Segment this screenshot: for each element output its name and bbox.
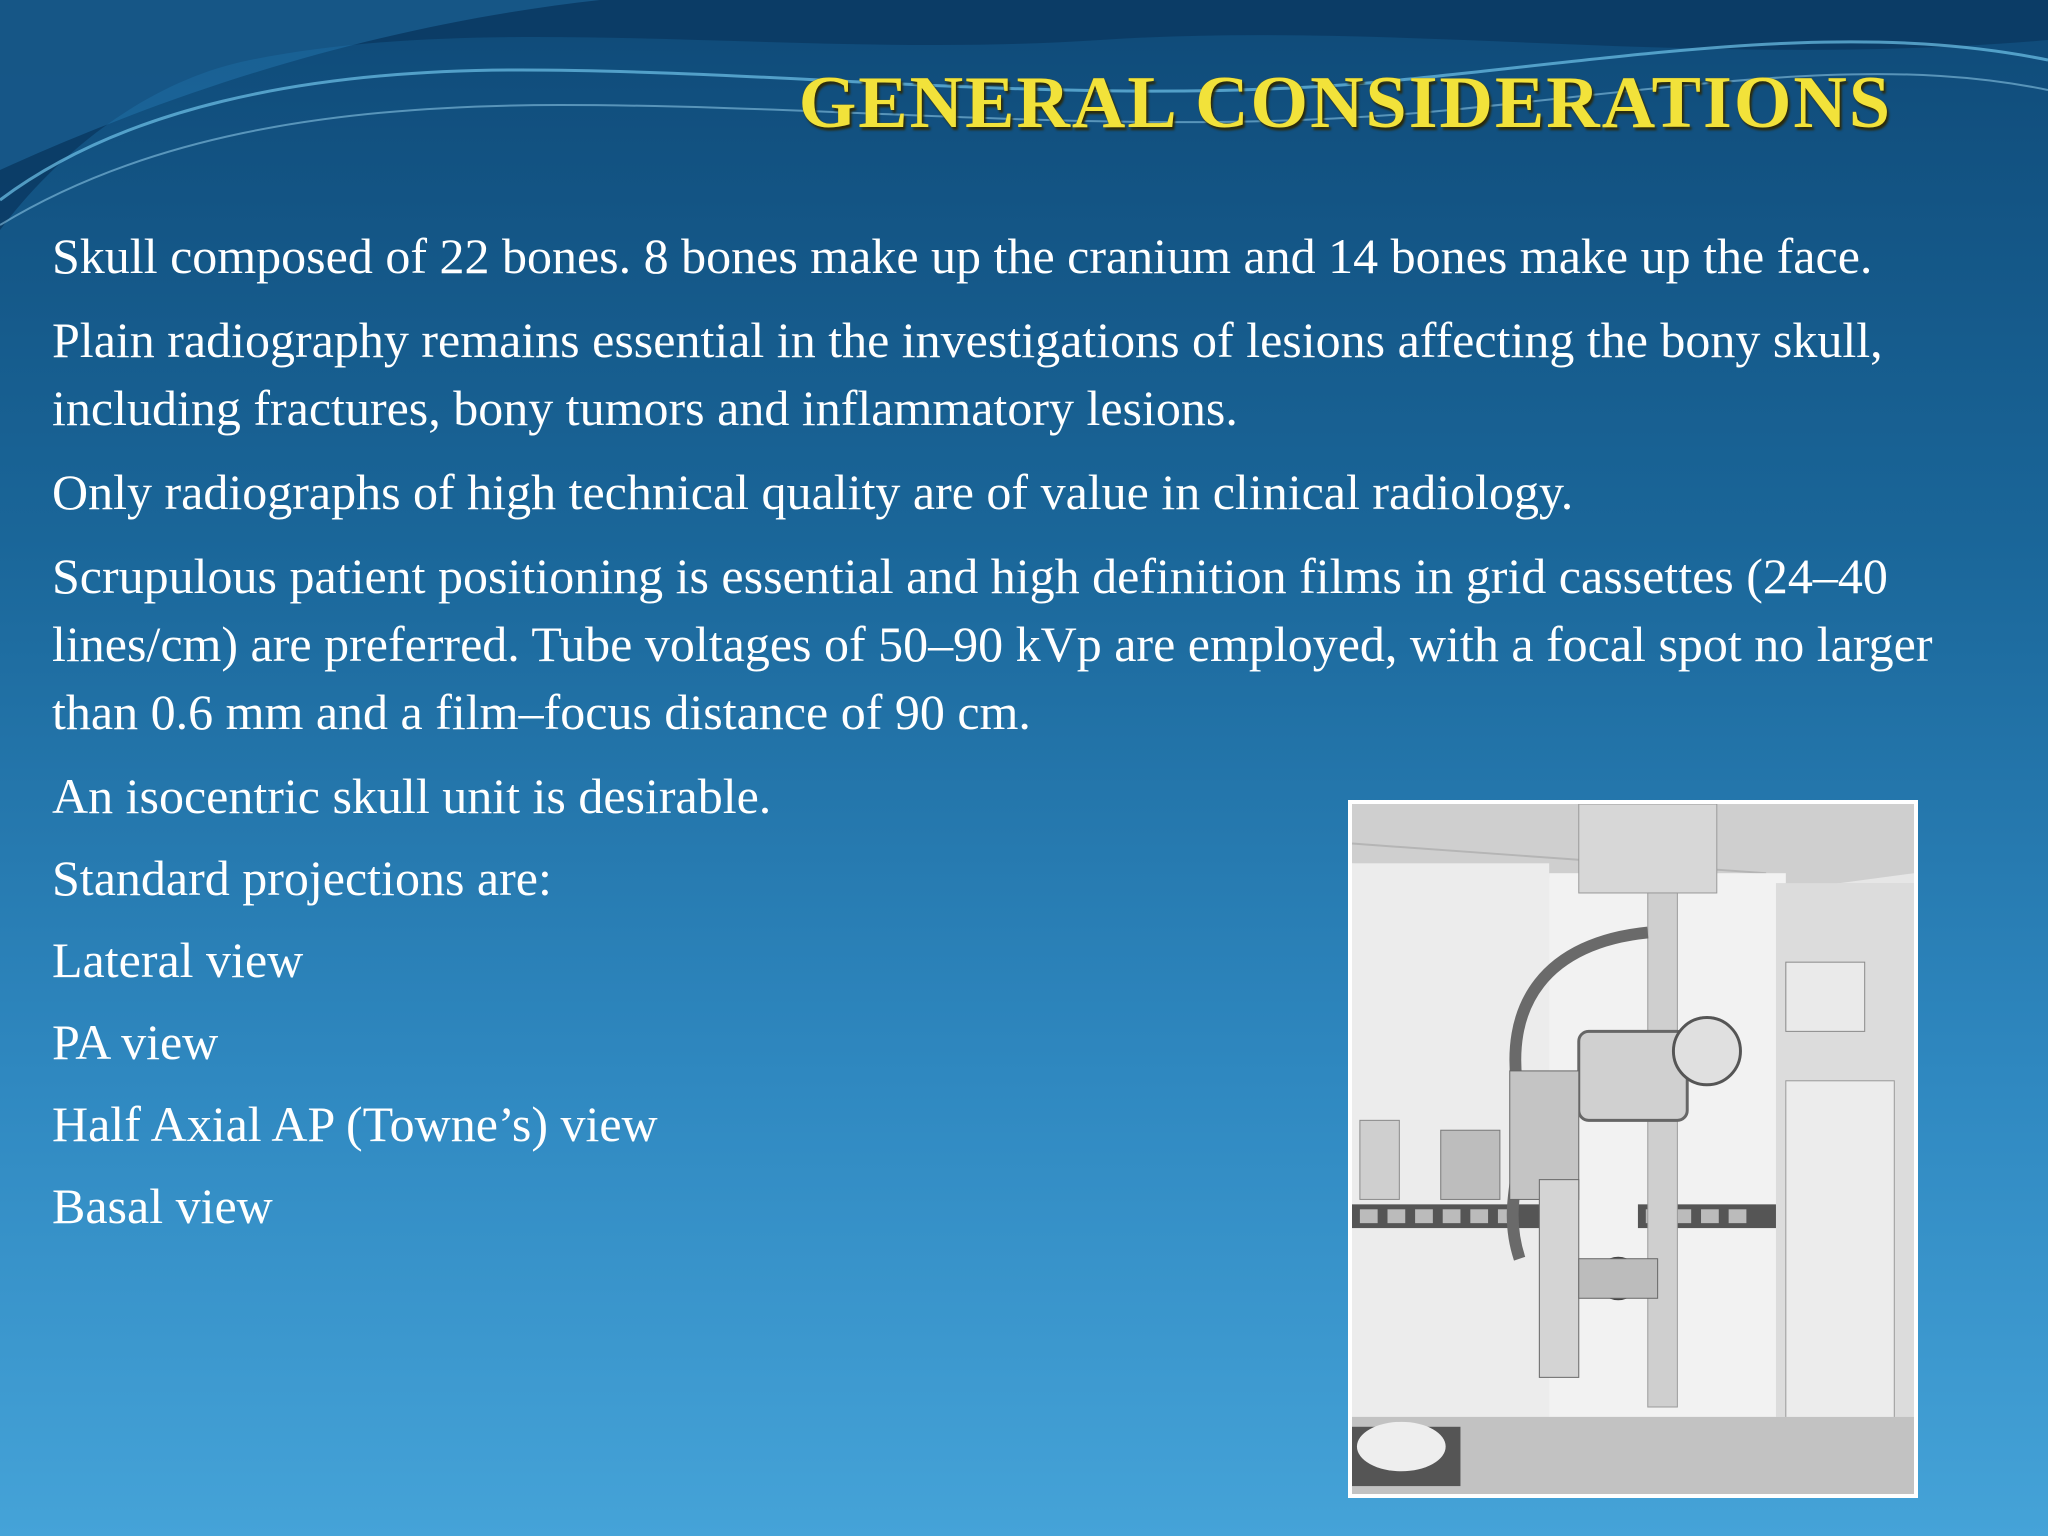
paragraph-positioning: Scrupulous patient positioning is essential and high definition films in grid cassettes (24–40 lines/cm) are preferred. Tube voltages of 50–90 kVp are employed, with a focal spot no larger than 0.6 mm and a film–focus distance of 90 cm. <box>52 548 1933 740</box>
projection-item: Basal view <box>52 1178 273 1234</box>
projection-item: Half Axial AP (Towne’s) view <box>52 1096 658 1152</box>
paragraph-standard-projections: Standard projections are: <box>52 850 552 906</box>
paragraph-skull-bones: Skull composed of 22 bones. 8 bones make up the cranium and 14 bones make up the face. <box>52 228 1873 284</box>
projection-item: PA view <box>52 1014 219 1070</box>
projection-item: Lateral view <box>52 932 304 988</box>
paragraph-technical-quality: Only radiographs of high technical quality are of value in clinical radiology. <box>52 464 1574 520</box>
slide-title: GENERAL CONSIDERATIONS <box>798 62 1892 144</box>
paragraph-isocentric-unit: An isocentric skull unit is desirable. <box>52 768 772 824</box>
paragraph-plain-radiography: Plain radiography remains essential in the investigations of lesions affecting the bony skull, including fractures, bony tumors and inflammatory lesions. <box>52 312 1883 436</box>
xray-unit-photo <box>1348 800 1918 1498</box>
xray-unit-illustration <box>1352 804 1914 1494</box>
